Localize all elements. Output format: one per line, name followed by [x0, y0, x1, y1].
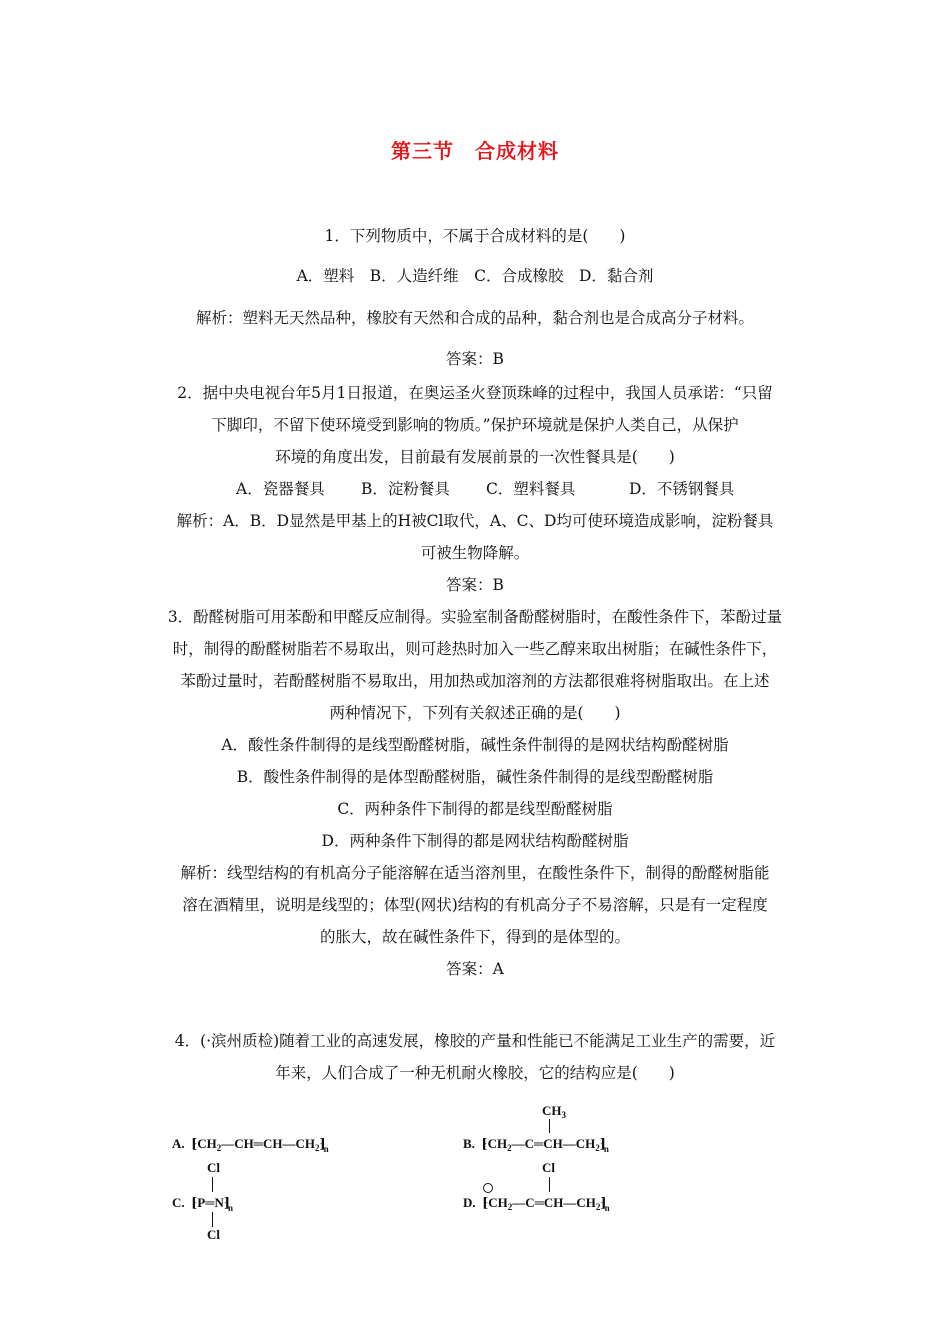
q3-stem-line-2: 时，制得的酚醛树脂若不易取出，则可趁热时加入一些乙醇来取出树脂；在碱性条件下，: [172, 640, 778, 658]
q1-analysis: 解析：塑料无天然品种，橡胶有天然和合成的品种，黏合剂也是合成高分子材料。: [195, 309, 754, 327]
q1-stem: 1．下列物质中，不属于合成材料的是( ): [324, 227, 626, 245]
q2-analysis-line-1: 解析：A．B．D显然是甲基上的H被Cl取代，A、C、D均可使环境造成影响，淀粉餐具: [176, 512, 774, 530]
q4-structure-d-chloro: Cl: [542, 1160, 555, 1175]
q3-analysis-line-2: 溶在酒精里，说明是线型的；体型(网状)结构的有机高分子不易溶解，只是有一定程度: [182, 896, 768, 914]
q2-option-c: C．塑料餐具: [486, 480, 576, 498]
q4-structure-b-methyl: $CH_3$: [542, 1103, 566, 1120]
q4-structure-b-bond: [549, 1119, 550, 1133]
q3-answer: 答案：A: [446, 960, 504, 978]
q4-structure-d-ring-mark: [483, 1183, 493, 1193]
q4-structure-c-cl-top: Cl: [207, 1160, 220, 1175]
q4-structure-c-cl-bottom: Cl: [207, 1227, 220, 1242]
q4-structure-c-bond-top: [212, 1177, 213, 1192]
q1-answer: 答案：B: [446, 350, 504, 368]
q3-stem-line-3: 苯酚过量时，若酚醛树脂不易取出，用加热或加溶剂的方法都很难将树脂取出。在上述: [180, 672, 770, 690]
q3-stem-line-1: 3．酚醛树脂可用苯酚和甲醛反应制得。实验室制备酚醛树脂时，在酸性条件下，苯酚过量: [167, 608, 783, 626]
q3-option-a: A．酸性条件制得的是线型酚醛树脂，碱性条件制得的是网状结构酚醛树脂: [221, 736, 729, 754]
q2-stem-line-3: 环境的角度出发，目前最有发展前景的一次性餐具是( ): [275, 448, 675, 466]
q2-stem-line-1: 2．据中央电视台年5月1日报道，在奥运圣火登顶珠峰的过程中，我国人员承诺：“只留: [177, 384, 773, 402]
q4-structure-a: A. $⁅CH_2—CH═CH—CH_2⁆_n$: [172, 1136, 329, 1154]
q1-options: A．塑料 B．人造纤维 C．合成橡胶 D．黏合剂: [296, 267, 654, 285]
q4-stem-line-1: 4．(·滨州质检)随着工业的高速发展，橡胶的产量和性能已不能满足工业生产的需要，近: [174, 1032, 776, 1050]
q3-option-c: C．两种条件下制得的都是线型酚醛树脂: [337, 800, 613, 818]
q3-analysis-line-1: 解析：线型结构的有机高分子能溶解在适当溶剂里，在酸性条件下，制得的酚醛树脂能: [180, 864, 770, 882]
q2-analysis-line-2: 可被生物降解。: [420, 544, 530, 562]
q3-analysis-line-3: 的胀大，故在碱性条件下，得到的是体型的。: [319, 928, 630, 946]
q4-structure-b: B. $⁅CH_2—C═CH—CH_2⁆_n$: [463, 1136, 609, 1154]
q2-stem-line-2: 下脚印，不留下使环境受到影响的物质。”保护环境就是保护人类自己，从保护: [211, 416, 739, 434]
q2-option-a: A．瓷器餐具: [236, 480, 325, 498]
q4-structure-c: C. $⁅P═N⁆_n$: [172, 1195, 234, 1213]
q4-structure-d: D. $⁅CH_2—C═CH—CH_2⁆_n$: [463, 1195, 610, 1213]
q2-option-d: D．不锈钢餐具: [629, 480, 735, 498]
page-title: 第三节 合成材料: [391, 139, 559, 163]
q3-option-b: B．酸性条件制得的是体型酚醛树脂，碱性条件制得的是线型酚醛树脂: [236, 768, 714, 786]
q2-option-b: B．淀粉餐具: [361, 480, 450, 498]
q3-option-d: D．两种条件下制得的都是网状结构酚醛树脂: [321, 832, 629, 850]
q4-stem-line-2: 年来，人们合成了一种无机耐火橡胶，它的结构应是( ): [275, 1064, 675, 1082]
q2-answer: 答案：B: [446, 576, 504, 594]
q4-structure-d-bond: [549, 1177, 550, 1192]
q4-structure-c-bond-bottom: [212, 1212, 213, 1227]
q3-stem-line-4: 两种情况下，下列有关叙述正确的是( ): [329, 704, 621, 722]
